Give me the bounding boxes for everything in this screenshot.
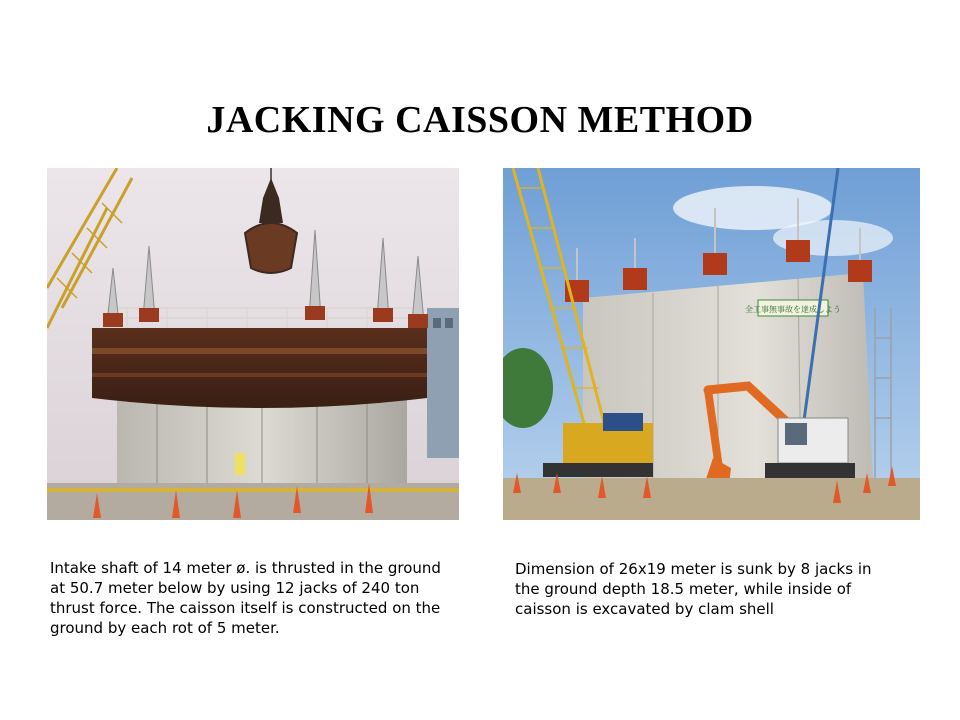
safety-banner: 全工事無事故を達成しよう bbox=[745, 305, 841, 314]
slide-title: JACKING CAISSON METHOD bbox=[206, 99, 754, 141]
rectangular-caisson-photo bbox=[503, 168, 920, 520]
circular-caisson-photo bbox=[47, 168, 459, 520]
left-caption: Intake shaft of 14 meter ø. is thrusted in the ground at 50.7 meter below by using 12 jacks of 240 ton thrust force. The caisson itself is constructed on the ground by each rot of 5 meter. bbox=[50, 559, 441, 637]
right-caption: Dimension of 26x19 meter is sunk by 8 jacks in the ground depth 18.5 meter, while inside of caisson is excavated by clam shell bbox=[515, 560, 872, 618]
